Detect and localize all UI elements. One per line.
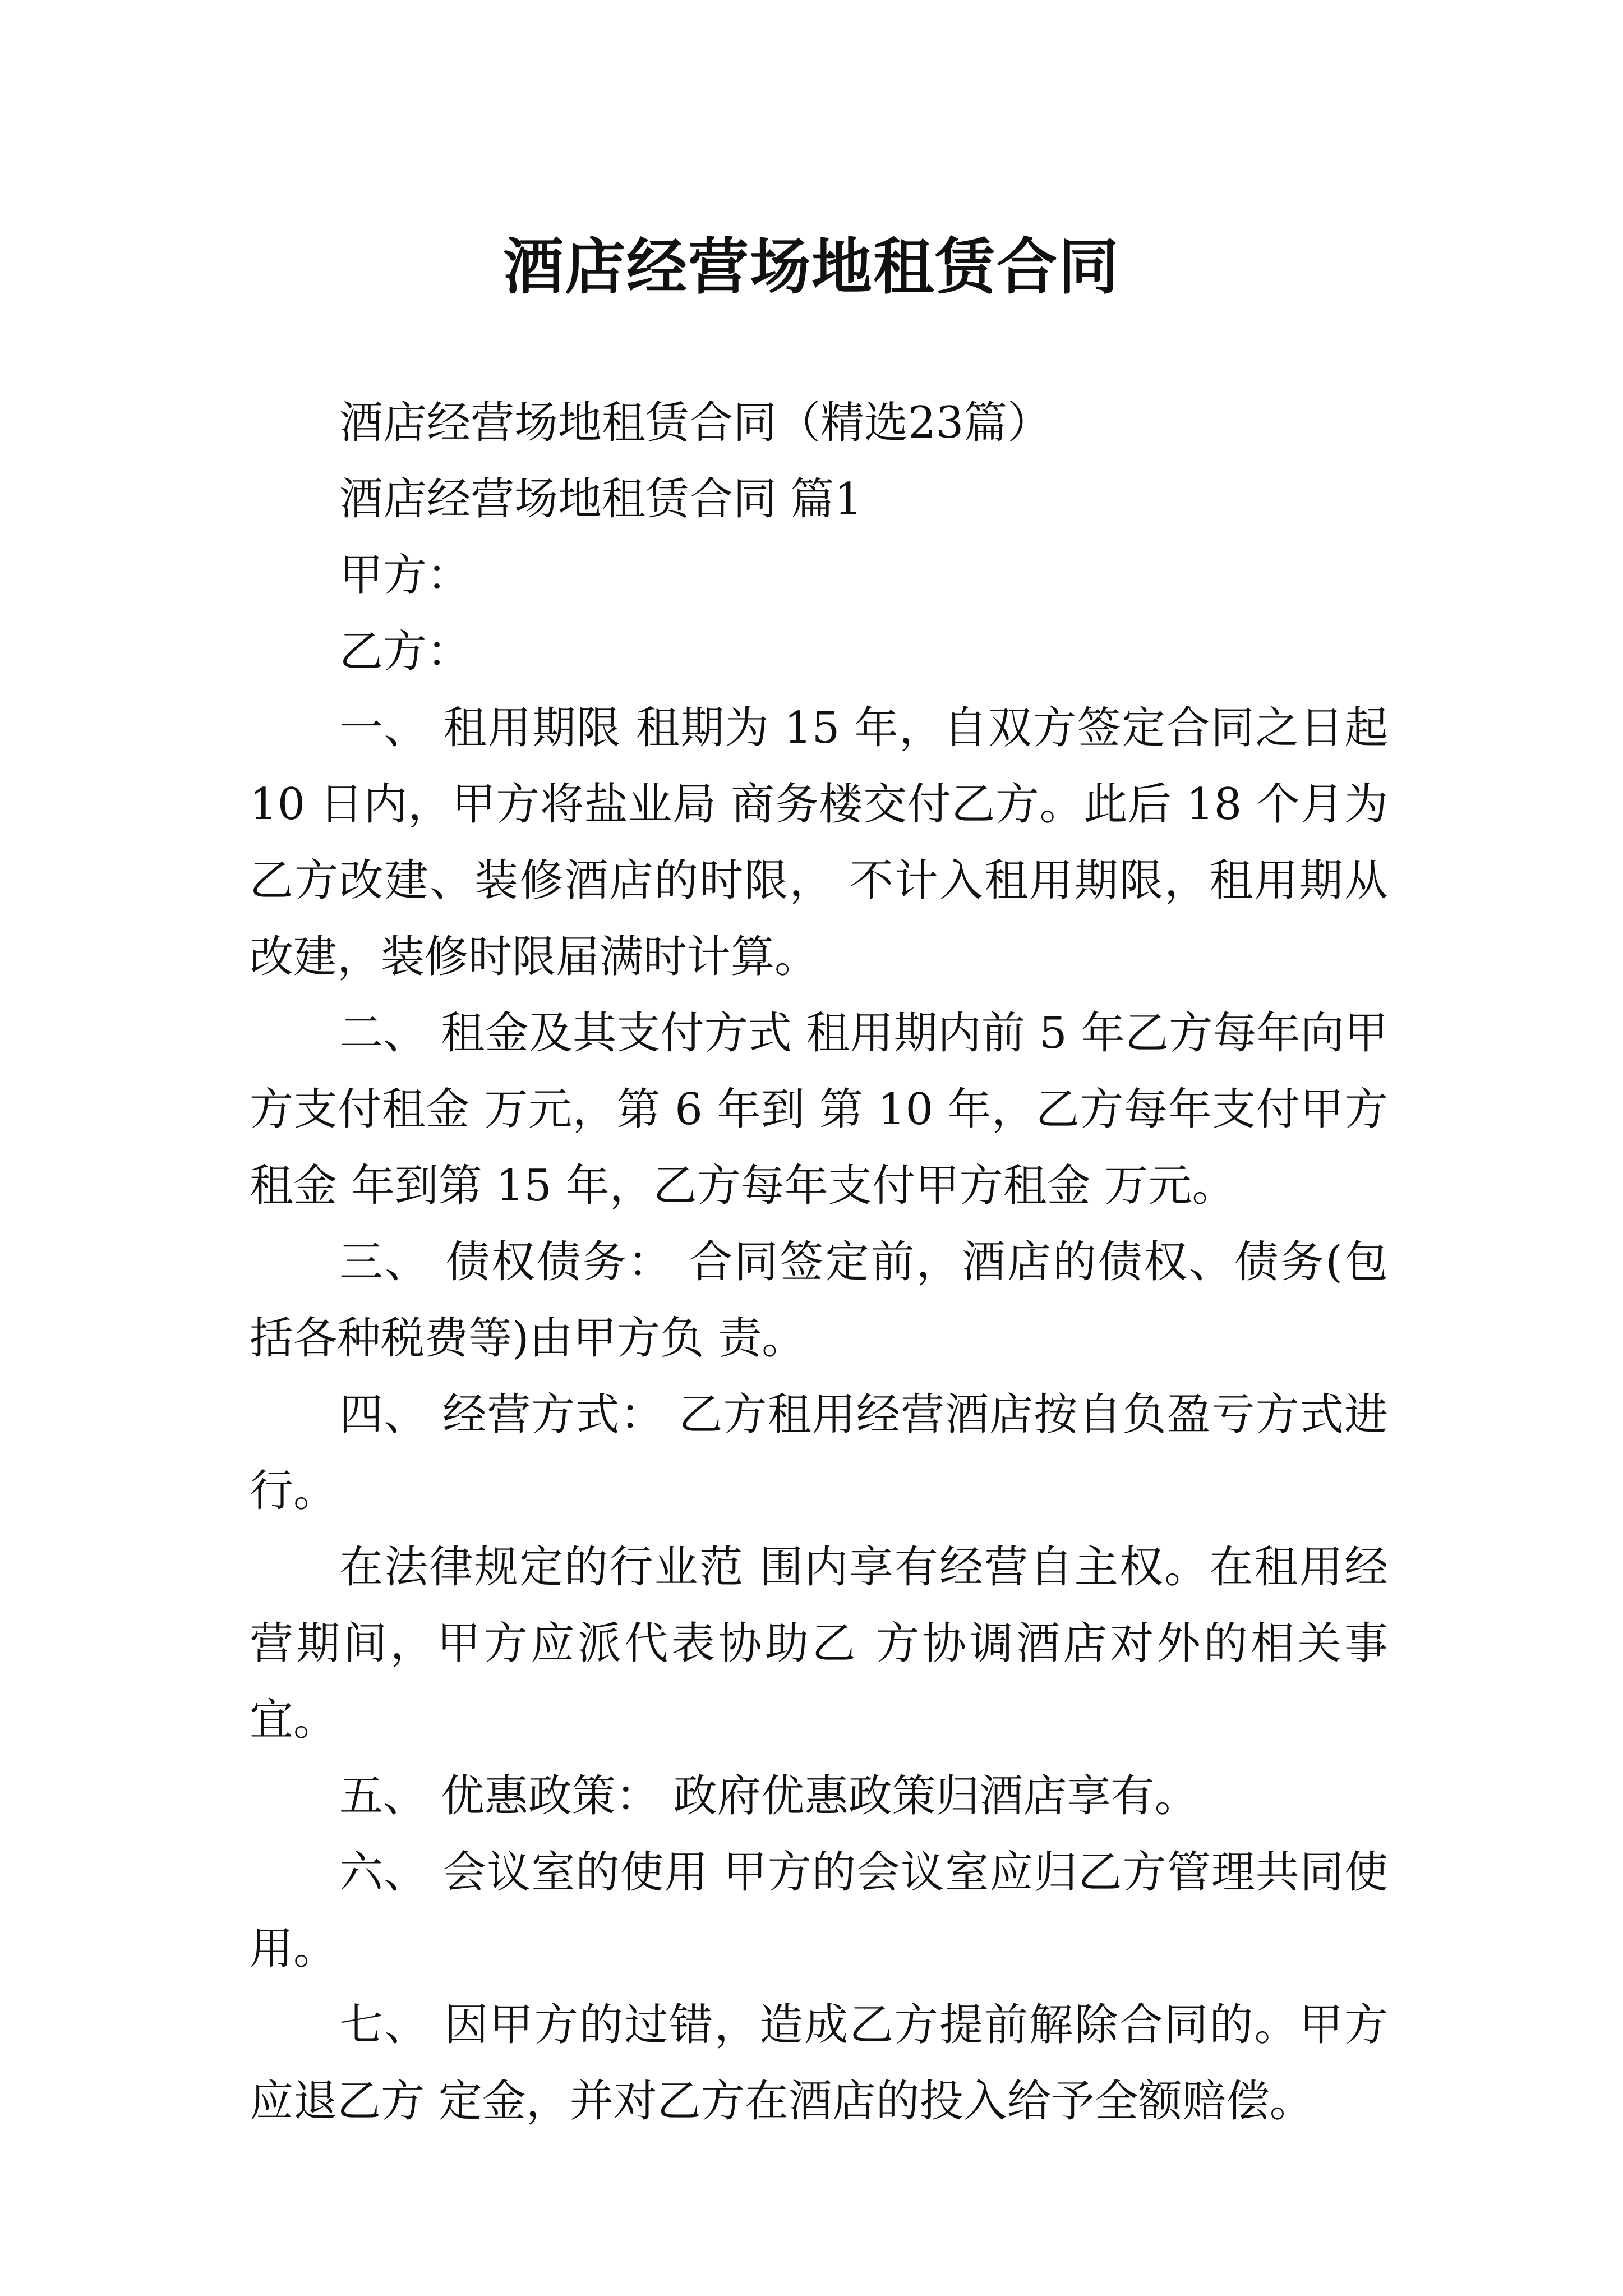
paragraph-party-a: 甲方： xyxy=(339,550,471,601)
document-body xyxy=(250,385,1388,2139)
paragraph-clause-2: 二、 租金及其支付方式 租用期内前 5 年乙方每年向甲方支付租金 万元，第 6 年到 第 10 年，乙方每年支付甲方租金 年到第 15 年，乙方每年支付甲方租金 万元。 xyxy=(250,1008,1388,1211)
paragraph-section-title: 酒店经营场地租赁合同 篇1 xyxy=(339,474,863,524)
paragraph-clause-7: 七、 因甲方的过错，造成乙方提前解除合同的。甲方应退乙方 定金，并对乙方在酒店的投入给予全额赔偿。 xyxy=(250,2000,1388,2127)
paragraph-clause-6: 六、 会议室的使用 甲方的会议室应归乙方管理共同使用。 xyxy=(250,1847,1388,1974)
paragraph-collection-title: 酒店经营场地租赁合同（精选23篇） xyxy=(339,398,1052,448)
paragraph-clause-4: 四、 经营方式： 乙方租用经营酒店按自负盈亏方式进行。 xyxy=(250,1389,1388,1516)
paragraph-clause-4-continued: 在法律规定的行业范 围内享有经营自主权。在租用经营期间，甲方应派代表协助乙 方协调酒店对外的相关事宜。 xyxy=(250,1542,1388,1745)
paragraph-party-b: 乙方： xyxy=(339,627,471,677)
paragraph-clause-5: 五、 优惠政策： 政府优惠政策归酒店享有。 xyxy=(339,1771,1198,1821)
paragraph-clause-3: 三、 债权债务： 合同签定前，酒店的债权、债务(包括各种税费等)由甲方负 责。 xyxy=(250,1237,1388,1364)
document-title: 酒店经营场地租赁合同 xyxy=(502,232,1120,303)
paragraph-clause-1: 一、 租用期限 租期为 15 年，自双方签定合同之日起 10 日内，甲方将盐业局 商务楼交付乙方。此后 18 个月为乙方改建、装修酒店的时限， 不计入租用期限，租用期从改建，装修时限届满时计算。 xyxy=(250,703,1388,982)
